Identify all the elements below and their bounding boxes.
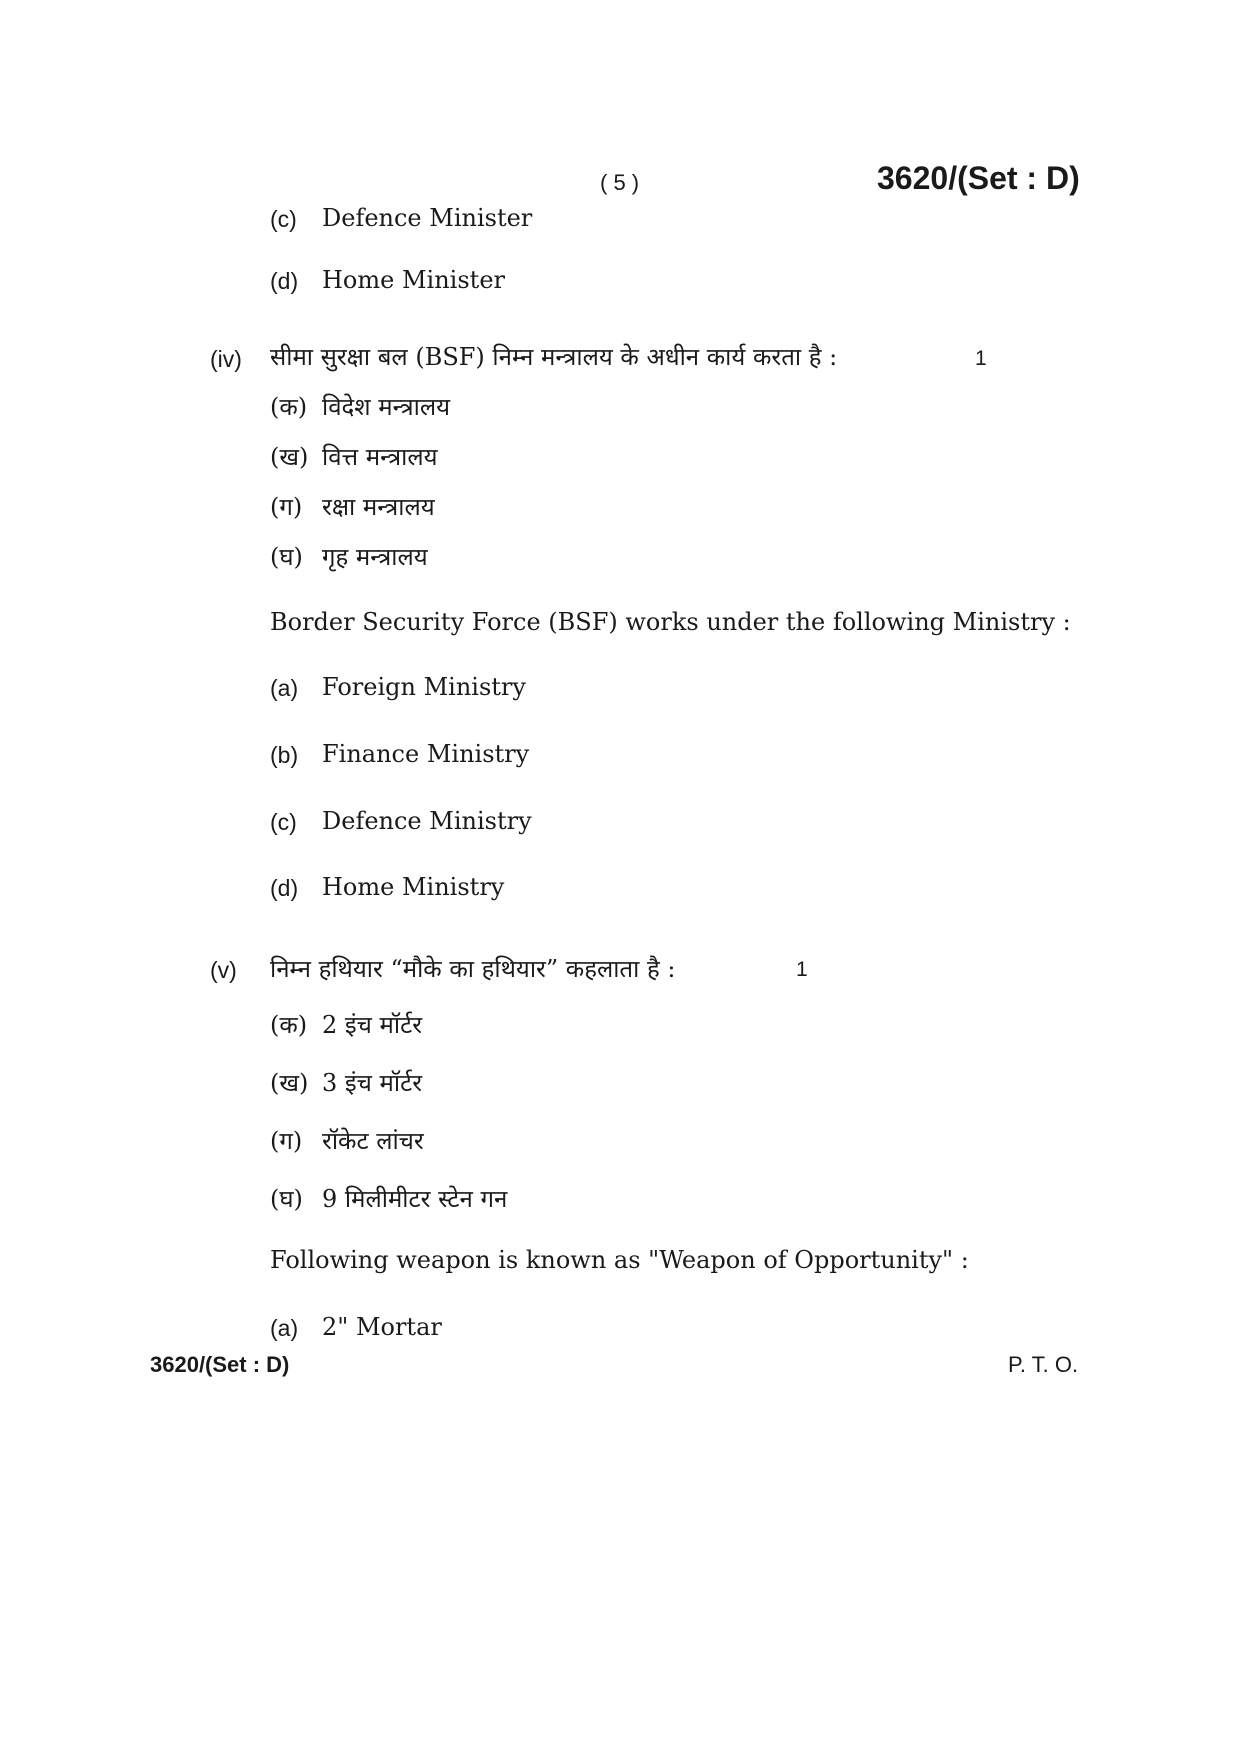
option-label-hindi: (क) — [270, 393, 308, 421]
option-text-hindi: 9 मिलीमीटर स्टेन गन — [322, 1185, 508, 1213]
option-text-hindi: वित्त मन्त्रालय — [322, 443, 438, 471]
option-label-hindi: (ख) — [270, 1069, 309, 1097]
option-label: (a) — [270, 1315, 299, 1341]
question-text-hindi: सीमा सुरक्षा बल (BSF) निम्न मन्त्रालय के अधीन कार्य करता है : — [270, 343, 838, 371]
option-text-hindi: रॉकेट लांचर — [322, 1127, 424, 1155]
option-text: Home Minister — [322, 266, 505, 294]
option-label-hindi: (घ) — [270, 543, 303, 571]
pto-label: P. T. O. — [1008, 1352, 1079, 1377]
option-label-hindi: (ग) — [270, 1127, 303, 1155]
option-label: (d) — [270, 875, 299, 901]
option-label: (a) — [270, 675, 299, 701]
option-label-hindi: (क) — [270, 1011, 308, 1039]
option-label-hindi: (ख) — [270, 443, 309, 471]
option-label-hindi: (ग) — [270, 493, 303, 521]
option-text: Home Ministry — [322, 873, 505, 901]
option-text: Defence Ministry — [322, 807, 532, 835]
option-text: Defence Minister — [322, 204, 533, 232]
option-label: (b) — [270, 742, 299, 768]
question-text-english: Following weapon is known as "Weapon of Opportunity" : — [270, 1246, 969, 1274]
option-text-hindi: 3 इंच मॉर्टर — [322, 1069, 423, 1097]
option-label: (d) — [270, 268, 299, 294]
question-number: (v) — [210, 957, 237, 983]
paper-code-header: 3620/(Set : D) — [877, 160, 1080, 196]
page-number: ( 5 ) — [600, 170, 640, 195]
option-text-hindi: रक्षा मन्त्रालय — [322, 493, 435, 521]
question-marks: 1 — [975, 347, 987, 370]
option-text: Finance Ministry — [322, 740, 530, 768]
option-text: Foreign Ministry — [322, 673, 526, 701]
option-text: 2" Mortar — [322, 1313, 442, 1341]
option-text-hindi: विदेश मन्त्रालय — [322, 393, 451, 421]
option-text-hindi: 2 इंच मॉर्टर — [322, 1011, 423, 1039]
option-label: (c) — [270, 809, 297, 835]
question-text-hindi: निम्न हथियार “मौके का हथियार” कहलाता है : — [270, 955, 676, 983]
option-label-hindi: (घ) — [270, 1185, 303, 1213]
question-marks: 1 — [796, 958, 808, 981]
paper-code-footer: 3620/(Set : D) — [150, 1352, 290, 1377]
option-text-hindi: गृह मन्त्रालय — [322, 543, 428, 571]
option-label: (c) — [270, 206, 297, 232]
question-text-english: Border Security Force (BSF) works under the following Ministry : — [270, 608, 1071, 636]
question-number: (iv) — [210, 346, 242, 372]
